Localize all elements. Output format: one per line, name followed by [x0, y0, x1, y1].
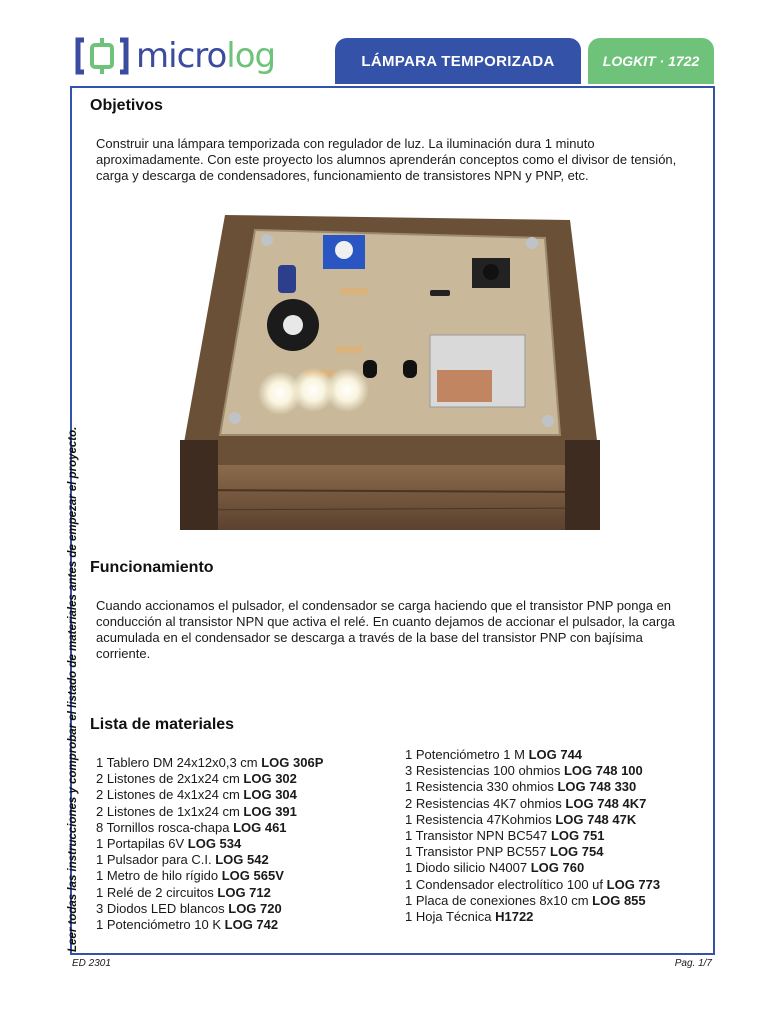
list-item: 1 Potenciómetro 10 K LOG 742 — [96, 917, 279, 933]
list-item: 1 Relé de 2 circuitos LOG 712 — [96, 884, 271, 900]
funcionamiento-text: Cuando accionamos el pulsador, el condensador se carga haciendo que el transistor PNP ponga en conducción al transistor NPN que activa el relé. En cuanto dejamos de accionar el pulsador, la carga acumulada en el condensador se descarga a través de la base del transistor PNP con bajísima corriente. — [96, 598, 675, 661]
list-item: 1 Transistor PNP BC557 LOG 754 — [405, 844, 604, 860]
list-item: 1 Hoja Técnica H1722 — [405, 909, 534, 925]
list-item: 1 Portapilas 6V LOG 534 — [96, 836, 242, 852]
microlog-logo — [74, 36, 275, 76]
list-item: 1 Pulsador para C.I. LOG 542 — [96, 852, 269, 868]
document-title: LÁMPARA TEMPORIZADA — [335, 38, 581, 84]
list-item: 1 Potenciómetro 1 M LOG 744 — [405, 747, 583, 762]
list-item: 1 Transistor NPN BC547 LOG 751 — [405, 828, 605, 844]
list-item: 2 Listones de 4x1x24 cm LOG 304 — [96, 787, 297, 803]
kit-code: LOGKIT · 1722 — [588, 38, 714, 84]
list-item: 1 Metro de hilo rígido LOG 565V — [96, 868, 284, 884]
list-item: 3 Resistencias 100 ohmios LOG 748 100 — [405, 763, 643, 779]
brand-name: microlog — [136, 36, 276, 76]
edition-label: ED 2301 — [72, 958, 111, 969]
materials-list-left — [96, 755, 323, 933]
microlog-logo-icon — [74, 36, 130, 76]
list-item: 2 Listones de 2x1x24 cm LOG 302 — [96, 771, 297, 787]
materiales-heading: Lista de materiales — [90, 716, 235, 733]
list-item: 3 Diodos LED blancos LOG 720 — [96, 900, 282, 916]
list-item: 1 Condensador electrolítico 100 uf LOG 773 — [405, 876, 661, 892]
list-item: 2 Resistencias 4K7 ohmios LOG 748 4K7 — [405, 795, 647, 811]
objetivos-heading: Objetivos — [90, 97, 163, 114]
list-item: 2 Listones de 1x1x24 cm LOG 391 — [96, 803, 297, 819]
list-item: 1 Placa de conexiones 8x10 cm LOG 855 — [405, 892, 646, 908]
list-item: 8 Tornillos rosca-chapa LOG 461 — [96, 819, 287, 835]
materials-list-right — [405, 747, 660, 925]
list-item: 1 Diodo silicio N4007 LOG 760 — [405, 860, 585, 876]
objetivos-text: Construir una lámpara temporizada con regulador de luz. La iluminación dura 1 minuto aproximadamente. Con este proyecto los alumnos aprenderán conceptos como el divisor de tensión, carga y descarga de condensadores, funcionamiento de transistores NPN y PNP, etc. — [96, 136, 677, 183]
side-instruction-note: Leer todas las instrucciones y comprobar el listado de materiales antes de empezar el proyecto. — [67, 426, 79, 952]
list-item: 1 Resistencia 47Kohmios LOG 748 47K — [405, 811, 637, 827]
funcionamiento-heading: Funcionamiento — [90, 559, 214, 576]
list-item: 1 Tablero DM 24x12x0,3 cm LOG 306P — [96, 755, 324, 770]
page-number: Pag. 1/7 — [674, 958, 712, 969]
product-photo — [175, 210, 605, 540]
list-item: 1 Resistencia 330 ohmios LOG 748 330 — [405, 779, 637, 795]
